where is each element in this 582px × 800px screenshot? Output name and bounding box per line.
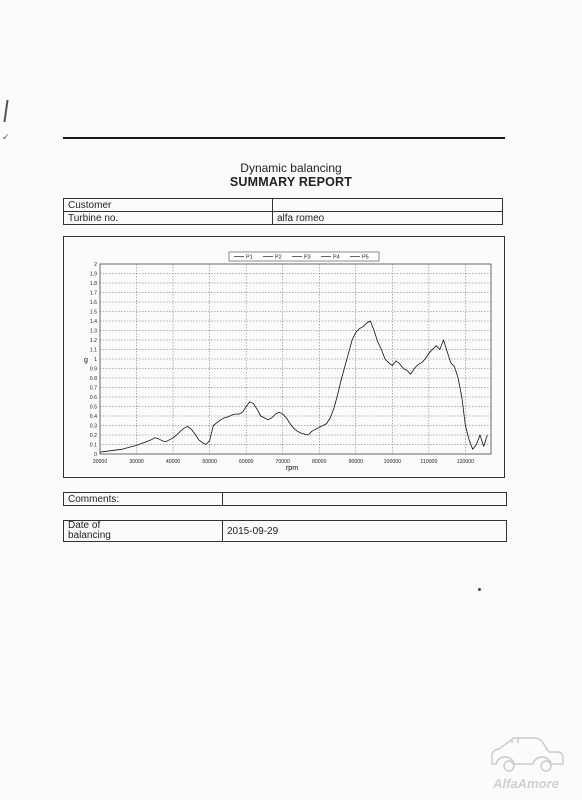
x-tick-label: 20000 xyxy=(92,459,108,465)
x-tick-label: 120000 xyxy=(456,459,475,465)
y-tick-label: 0.5 xyxy=(89,404,97,411)
series-line-p1 xyxy=(100,321,487,452)
y-tick-label: 2 xyxy=(94,262,97,268)
x-tick-label: 70000 xyxy=(275,459,290,465)
date-row xyxy=(64,521,507,542)
y-tick-label: 1 xyxy=(94,357,97,363)
legend-label: P3 xyxy=(304,254,311,261)
legend-label: P5 xyxy=(362,254,369,261)
legend-label: P2 xyxy=(275,254,282,261)
y-tick-label: 0.6 xyxy=(89,395,97,401)
x-tick-label: 60000 xyxy=(238,459,254,465)
y-tick-label: 0.8 xyxy=(89,376,97,382)
y-tick-label: 0 xyxy=(94,452,97,458)
chart-series xyxy=(100,321,487,452)
y-tick-label: 1.6 xyxy=(89,300,97,306)
check-mark-icon: ✓ xyxy=(2,132,10,142)
alfaamore-logo xyxy=(476,726,576,796)
customer-label: Customer xyxy=(64,199,273,212)
y-tick-label: 1.1 xyxy=(89,347,97,354)
logo-text: AlfaAmore xyxy=(493,776,559,791)
date-label-line2: balancing xyxy=(68,530,111,541)
chart-legend xyxy=(229,252,379,261)
comments-table xyxy=(63,492,507,506)
x-tick-label: 50000 xyxy=(202,459,217,465)
comments-value xyxy=(223,493,507,506)
chart-svg xyxy=(64,237,504,477)
turbine-label: Turbine no. xyxy=(64,212,273,225)
x-tick-label: 110000 xyxy=(420,459,438,465)
y-tick-label: 1.9 xyxy=(89,271,97,278)
date-label xyxy=(64,521,223,542)
date-table xyxy=(63,520,507,542)
y-tick-label: 1.4 xyxy=(89,319,97,325)
y-tick-label: 1.7 xyxy=(89,290,97,297)
x-tick-label: 40000 xyxy=(165,459,181,465)
y-tick-label: 0.9 xyxy=(89,366,97,373)
x-tick-label: 100000 xyxy=(383,459,401,465)
report-title: Dynamic balancing xyxy=(240,161,342,175)
scan-mark xyxy=(3,100,8,122)
chart-grid xyxy=(100,264,491,454)
date-value: 2015-09-29 xyxy=(223,521,507,542)
date-label-line1: Date of xyxy=(68,520,101,531)
x-tick-label: 80000 xyxy=(312,459,327,465)
turbine-row xyxy=(64,212,503,225)
x-tick-label: 30000 xyxy=(129,459,144,465)
y-tick-label: 1.2 xyxy=(89,338,97,344)
y-tick-label: 0.2 xyxy=(89,433,97,439)
y-tick-label: 0.7 xyxy=(89,385,97,392)
y-tick-label: 1.5 xyxy=(89,309,97,316)
y-tick-label: 0.3 xyxy=(89,423,97,430)
legend-label: P1 xyxy=(246,254,253,261)
customer-value xyxy=(273,199,503,212)
turbine-value: alfa romeo xyxy=(273,212,503,225)
y-axis-label: g xyxy=(84,357,88,364)
legend-label: P4 xyxy=(333,254,340,261)
y-tick-label: 0.4 xyxy=(89,414,97,420)
vibration-chart xyxy=(63,236,505,478)
comments-label: Comments: xyxy=(64,493,223,506)
header-rule xyxy=(63,137,505,139)
y-tick-label: 1.3 xyxy=(89,328,97,335)
scan-speck xyxy=(478,588,481,591)
x-tick-label: 90000 xyxy=(348,459,364,465)
x-axis-label: rpm xyxy=(285,465,299,472)
info-table xyxy=(63,198,503,225)
customer-row xyxy=(64,199,503,212)
y-tick-label: 1.8 xyxy=(89,281,97,287)
chart-ticks xyxy=(90,262,474,465)
comments-row xyxy=(64,493,507,506)
y-tick-label: 0.1 xyxy=(89,442,97,449)
report-subtitle: SUMMARY REPORT xyxy=(229,175,353,189)
